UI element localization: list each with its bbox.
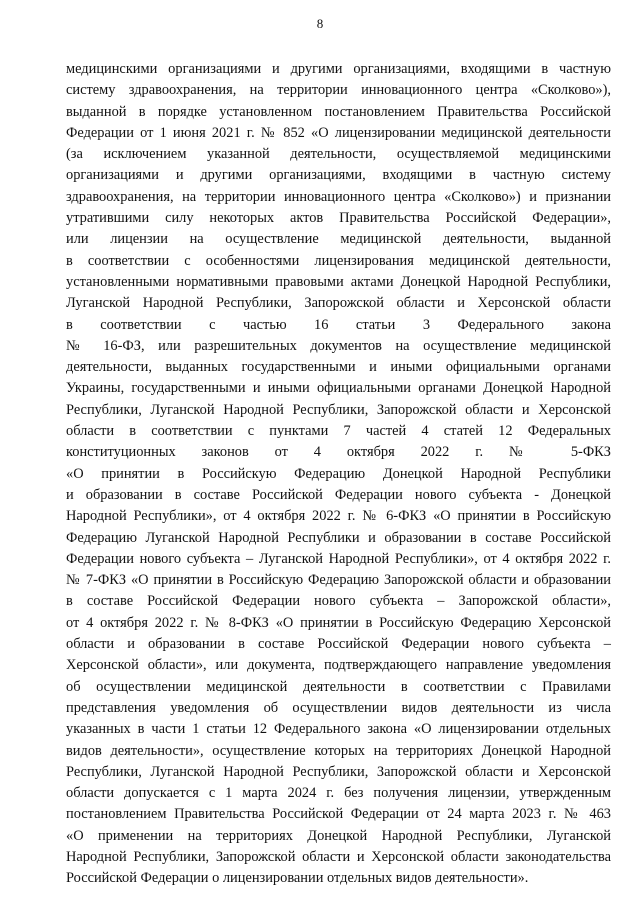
text-line: здравоохранения, на территории инновационного центра «Сколково») и признании	[66, 188, 611, 205]
page-number: 8	[316, 16, 324, 31]
text-line: утратившими силу некоторых актов Правительства Российской Федерации»,	[66, 210, 611, 227]
text-line: в соответствии с особенностями лицензирования медицинской деятельности,	[66, 252, 611, 269]
text-line: Федерации нового субъекта – Луганской Народной Республики», от 4 октября 2022 г.	[66, 550, 611, 567]
text-line: постановлением Правительства Российской Федерации от 24 марта 2023 г. № 463	[66, 806, 611, 823]
text-line: организациями и другими организациями, входящими в частную систему	[66, 167, 611, 184]
text-line: Луганской Народной Республики, Запорожской области и Херсонской области	[66, 295, 611, 312]
text-line: Республики, Луганской Народной Республики, Запорожской области и Херсонской	[66, 401, 611, 418]
text-line: представления уведомления об осуществлении видов деятельности из числа	[66, 699, 611, 716]
text-line: и образовании в составе Российской Федерации нового субъекта - Донецкой	[66, 486, 611, 503]
text-line: выданной в порядке установленном постановлением Правительства Российской	[66, 103, 611, 120]
text-line: систему здравоохранения, на территории инновационного центра «Сколково»),	[66, 82, 611, 99]
text-line: Федерацию Луганской Народной Республики и образовании в составе Российской	[66, 529, 611, 546]
text-line: или лицензии на осуществление медицинской деятельности, выданной	[66, 231, 611, 248]
text-line: области и образовании в составе Российской Федерации нового субъекта –	[66, 636, 611, 653]
text-line: Украины, государственными и иными официальными органами Донецкой Народной	[66, 380, 611, 397]
text-line: «О принятии в Российскую Федерацию Донецкой Народной Республики	[66, 465, 611, 482]
text-line: области в соответствии с пунктами 7 частей 4 статей 12 Федеральных	[66, 423, 611, 440]
text-line: в соответствии с частью 16 статьи 3 Федерального закона	[66, 316, 611, 333]
text-line: области допускается с 1 марта 2024 г. без получения лицензии, утвержденным	[66, 785, 611, 802]
text-line: об осуществлении медицинской деятельности в соответствии с Правилами	[66, 678, 611, 695]
text-line: указанных в части 1 статьи 12 Федерального закона «О лицензировании отдельных	[66, 721, 611, 738]
text-line: Федерации от 1 июня 2021 г. № 852 «О лицензировании медицинской деятельности	[66, 124, 611, 141]
text-line: установленными нормативными правовыми актами Донецкой Народной Республики,	[66, 273, 611, 290]
text-line: (за исключением указанной деятельности, осуществляемой медицинскими	[66, 146, 611, 163]
text-line: «О применении на территориях Донецкой Народной Республики, Луганской	[66, 827, 611, 844]
text-line: в составе Российской Федерации нового субъекта – Запорожской области»,	[66, 593, 611, 610]
text-line: Республики, Луганской Народной Республики, Запорожской области и Херсонской	[66, 763, 611, 780]
text-line: № 7-ФКЗ «О принятии в Российскую Федерацию Запорожской области и образовании	[66, 572, 611, 589]
text-line: конституционных законов от 4 октября 2022 г. № 5-ФКЗ	[66, 444, 611, 461]
text-line: медицинскими организациями и другими организациями, входящими в частную	[66, 61, 611, 77]
document-body	[66, 59, 611, 890]
text-line: деятельности, выданных государственными и иными официальными органами	[66, 359, 611, 376]
text-line: от 4 октября 2022 г. № 8-ФКЗ «О принятии в Российскую Федерацию Херсонской	[66, 614, 611, 631]
text-line: Народной Республики, Запорожской области и Херсонской области законодательства	[66, 848, 611, 865]
text-line: № 16-ФЗ, или разрешительных документов на осуществление медицинской	[66, 337, 611, 354]
text-line: Российской Федерации о лицензировании отдельных видов деятельности».	[66, 870, 529, 887]
text-line: Херсонской области», или документа, подтверждающего направление уведомления	[66, 657, 611, 674]
text-line: Народной Республики», от 4 октября 2022 г. № 6-ФКЗ «О принятии в Российскую	[66, 508, 611, 525]
text-line: видов деятельности», осуществление которых на территориях Донецкой Народной	[66, 742, 611, 759]
